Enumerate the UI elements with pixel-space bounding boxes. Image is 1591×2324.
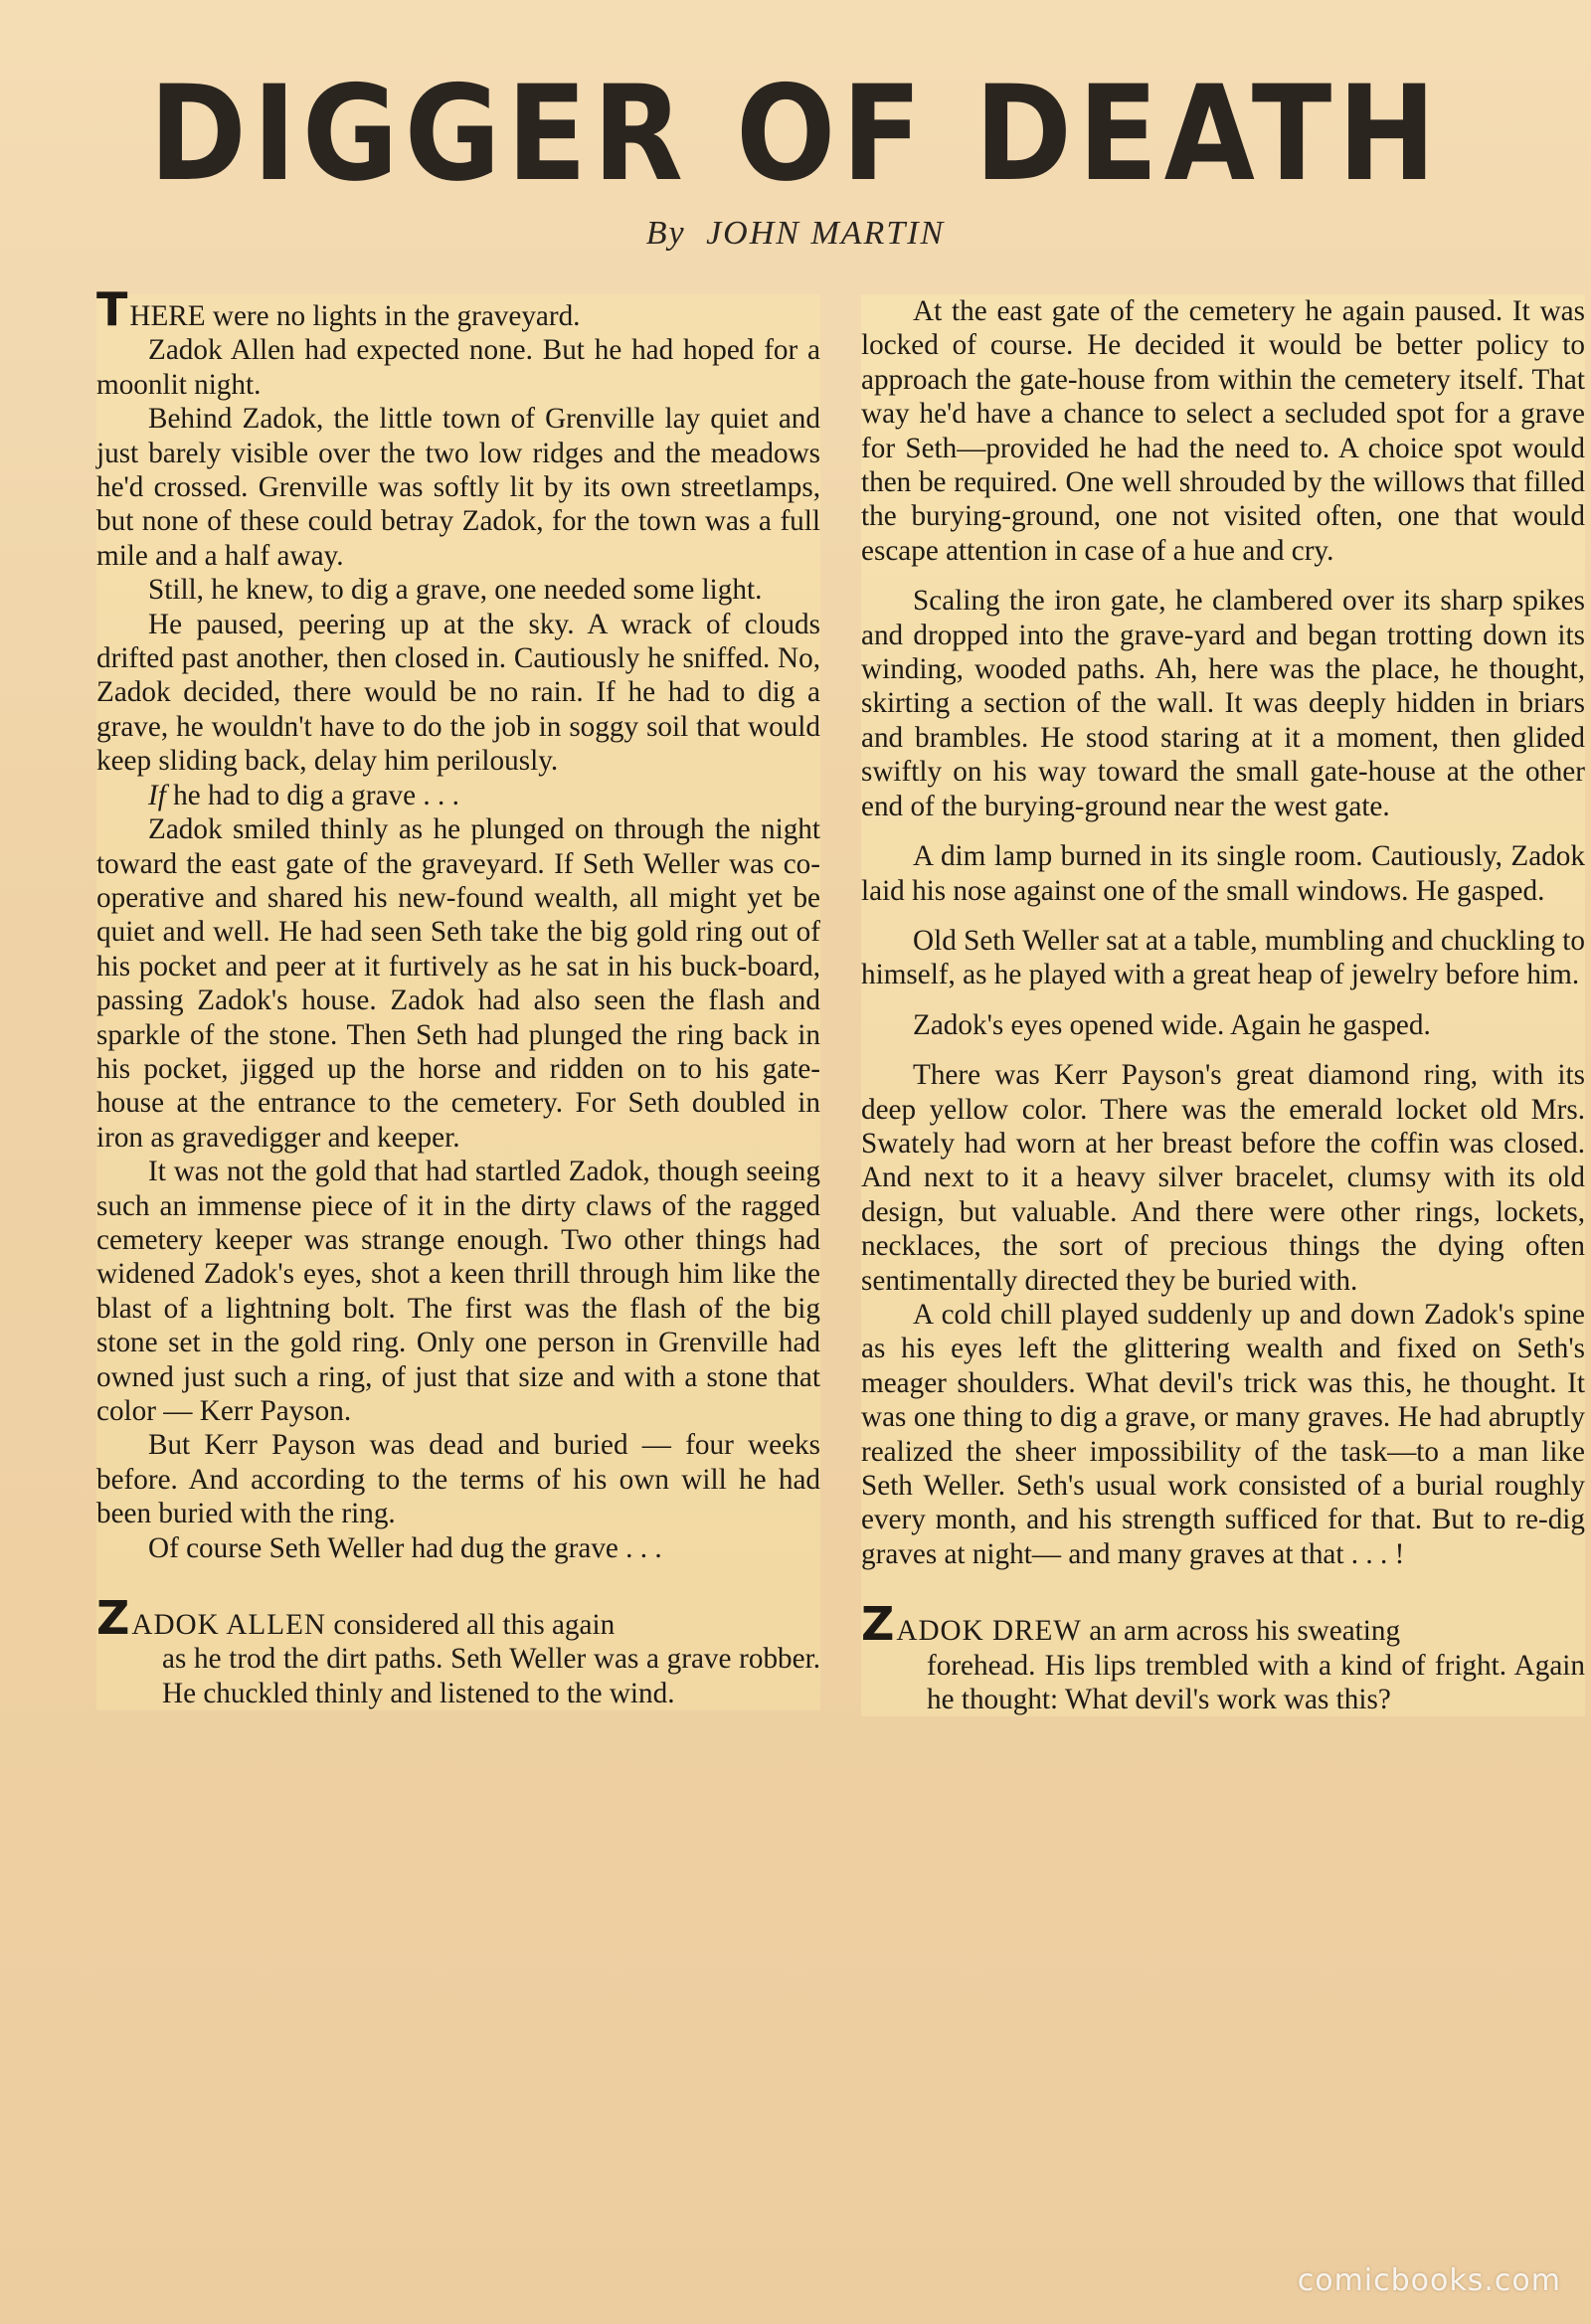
- left-column: [96, 282, 820, 1710]
- paragraph-text: forehead. His lips trembled with a kind of fright. Again he thought: What devil's work was this?: [927, 1649, 1585, 1716]
- paragraph: A cold chill played suddenly up and down Zadok's spine as his eyes left the glittering wealth and fixed on Seth's meager shoulders. What devil's trick was this, he thought. It was one thing to dig a grave, or many graves. He had abruptly realized the sheer impossibility of the task—to a man like Seth Weller. Seth's usual work consisted of a burial roughly every month, and his strength sufficed for that. But to re-dig graves at night— and many graves at that . . . !: [861, 1298, 1585, 1570]
- paragraph: Zadok's eyes opened wide. Again he gasped.: [913, 1008, 1431, 1041]
- paragraph: He paused, peering up at the sky. A wrack of clouds drifted past another, then closed in. Cautiously he sniffed. No, Zadok decided, there would be no rain. If he had to dig a grave, he wouldn't have to do the job in soggy soil that would keep sliding back, delay him perilously.: [96, 608, 820, 778]
- paragraph: [96, 779, 820, 812]
- emphasis: If: [148, 779, 166, 811]
- paragraph: But Kerr Payson was dead and buried — four weeks before. And according to the terms of his own will he had been buried with the ring.: [96, 1429, 820, 1530]
- paragraph-text: as he trod the dirt paths. Seth Weller was a grave robber. He chuckled thinly and listened to the wind.: [162, 1643, 820, 1709]
- byline: [0, 215, 1591, 253]
- section-opening: [96, 1591, 820, 1710]
- paragraph-text: an arm across his sweating: [1081, 1615, 1401, 1648]
- paragraph: Behind Zadok, the little town of Grenville lay quiet and just barely visible over the two low ridges and the meadows he'd crossed. Grenville was softly lit by its own streetlamps, but none of these could betray Zadok, for the town was a full mile and a half away.: [96, 403, 820, 572]
- paragraph-text: HERE were no lights in the graveyard.: [129, 300, 581, 332]
- paragraph: There was Kerr Payson's great diamond ring, with its deep yellow color. There was the emerald locket old Mrs. Swately had worn at her breast before the coffin was closed. And next to it a heavy silver bracelet, clumsy with its old design, but valuable. And there were other rings, lockets, necklaces, the sort of precious things the dying often sentimentally directed they be buried with.: [861, 1059, 1585, 1297]
- paragraph: Of course Seth Weller had dug the grave . . .: [148, 1531, 662, 1564]
- section-opening: [861, 1597, 1585, 1716]
- drop-cap: Z: [861, 1597, 895, 1652]
- paragraph: Still, he knew, to dig a grave, one needed some light.: [148, 574, 763, 607]
- author-name: JOHN MARTIN: [706, 215, 946, 252]
- drop-cap: Z: [96, 1591, 130, 1646]
- lead-in: ADOK ALLEN: [131, 1609, 327, 1642]
- byline-prefix: By: [645, 215, 686, 252]
- lead-in: ADOK DREW: [896, 1615, 1082, 1648]
- paragraph-text: considered all this again: [326, 1609, 616, 1642]
- paragraph: Old Seth Weller sat at a table, mumbling and chuckling to himself, as he played with a great heap of jewelry before him.: [861, 924, 1585, 991]
- site-watermark: comicbooks.com: [1297, 2263, 1561, 2298]
- paragraph: At the east gate of the cemetery he again paused. It was locked of course. He decided it would be better policy to approach the gate-house from within the cemetery itself. That way he'd have a chance to select a secluded spot for a grave for Seth—provided he had the need to. A choice spot would then be required. One well shrouded by the willows that filled the burying-ground, one not visited often, one that would escape attention in case of a hue and cry.: [861, 295, 1585, 567]
- drop-cap: T: [96, 282, 128, 336]
- story-title: DIGGER OF DEATH: [148, 56, 1443, 211]
- paragraph: Zadok Allen had expected none. But he had hoped for a moonlit night.: [96, 334, 820, 401]
- paragraph: A dim lamp burned in its single room. Cautiously, Zadok laid his nose against one of the small windows. He gasped.: [861, 840, 1585, 907]
- paragraph: It was not the gold that had startled Zadok, though seeing such an immense piece of it in the dirty claws of the ragged cemetery keeper was strange enough. Two other things had widened Zadok's eyes, shot a keen thrill through him like the blast of a lightning bolt. The first was the flash of the big stone set in the gold ring. Only one person in Grenville had owned just such a ring, of just that size and with a stone that color — Kerr Payson.: [96, 1156, 820, 1427]
- paragraph-text: he had to dig a grave . . .: [165, 779, 459, 811]
- paragraph: [96, 282, 820, 336]
- paragraph: Scaling the iron gate, he clambered over its sharp spikes and dropped into the grave-yard and began trotting down its winding, wooded paths. Ah, here was the place, he thought, skirting a section of the wall. It was deeply hidden in briars and brambles. He stood staring at it a moment, then glided swiftly on his way toward the small gate-house at the other end of the burying-ground near the west gate.: [861, 585, 1585, 822]
- paragraph: Zadok smiled thinly as he plunged on through the night toward the east gate of the graveyard. If Seth Weller was co-operative and shared his new-found wealth, all might yet be quiet and well. He had seen Seth take the big gold ring out of his pocket and peer at it furtively as he sat in his buck-board, passing Zadok's house. Zadok had also seen the flash and sparkle of the stone. Then Seth had plunged the ring back in his pocket, jigged up the horse and ridden on to his gate-house at the entrance to the cemetery. For Seth doubled in iron as gravedigger and keeper.: [96, 813, 820, 1154]
- right-column: [861, 294, 1585, 1716]
